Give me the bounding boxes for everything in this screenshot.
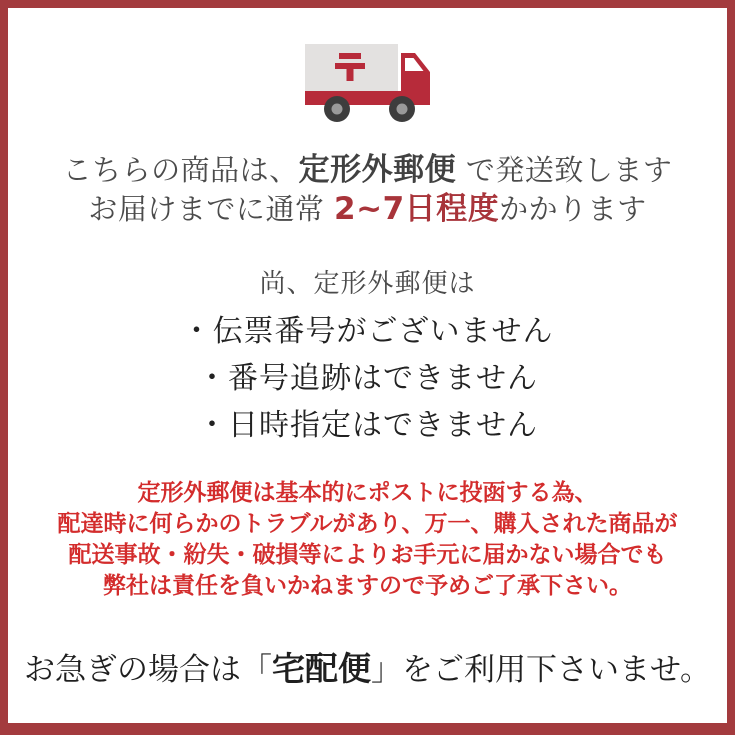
headline-line2-text: お届けまでに通常 bbox=[88, 192, 335, 226]
list-item: ・伝票番号がございません bbox=[181, 314, 554, 349]
shipping-method-name: 定形外郵便 bbox=[298, 152, 457, 188]
warning-line: 弊社は責任を負いかねますので予めご了承下さい。 bbox=[103, 573, 632, 599]
headline-line-2 bbox=[8, 190, 727, 229]
headline-line1-text: こちらの商品は、 bbox=[62, 153, 299, 187]
postal-delivery-truck-icon bbox=[305, 41, 431, 123]
headline-line-1 bbox=[8, 151, 727, 190]
courier-option-name: 宅配便 bbox=[271, 649, 371, 688]
warning-line: 配送事故・紛失・破損等によりお手元に届かない場合でも bbox=[68, 542, 667, 568]
warning-line: 定形外郵便は基本的にポストに投函する為、 bbox=[137, 480, 598, 506]
note-heading: 尚、定形外郵便は bbox=[259, 269, 476, 299]
shipping-notice-content bbox=[8, 41, 727, 692]
restriction-list bbox=[8, 308, 727, 449]
footer-text: お急ぎの場合は「 bbox=[23, 652, 272, 688]
warning-line: 配達時に何らかのトラブルがあり、万一、購入された商品が bbox=[57, 511, 678, 537]
headline-line1-suffix: で発送致します bbox=[456, 153, 673, 187]
truck-rear-hub bbox=[331, 104, 342, 115]
express-option-note bbox=[8, 647, 727, 692]
shipping-method-headline bbox=[8, 151, 727, 229]
delivery-duration: 2~7日程度 bbox=[334, 191, 500, 227]
liability-warning bbox=[8, 478, 727, 602]
footer-text-suffix: 」をご利用下さいませ。 bbox=[370, 652, 712, 688]
list-item: ・番号追跡はできません bbox=[197, 361, 538, 396]
list-item: ・日時指定はできません bbox=[197, 408, 538, 443]
headline-line2-suffix: かかります bbox=[499, 192, 647, 226]
truck-front-hub bbox=[396, 104, 407, 115]
